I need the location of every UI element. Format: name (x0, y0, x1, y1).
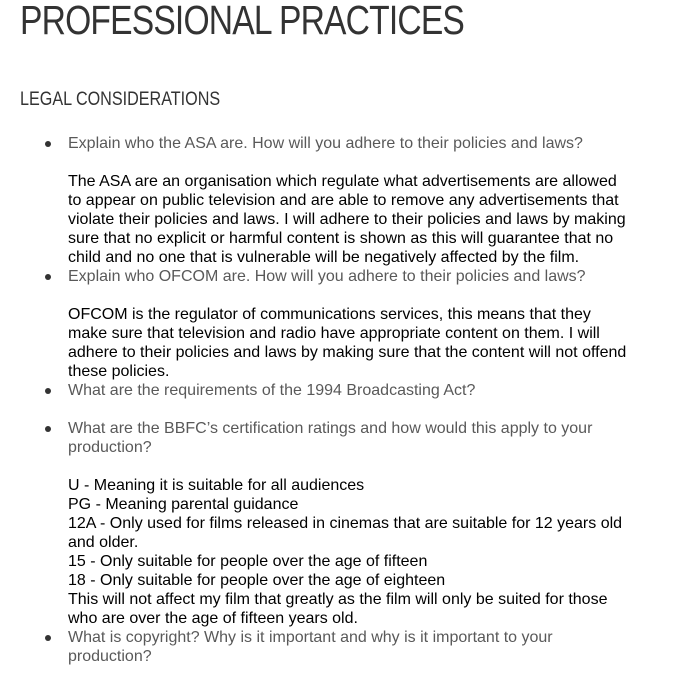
question-text: What are the requirements of the 1994 Broadcasting Act? (68, 382, 476, 399)
rating-line: U - Meaning it is suitable for all audiences (68, 477, 365, 494)
rating-line: 18 - Only suitable for people over the age of eighteen (68, 572, 446, 589)
question-text: What are the BBFC’s certification ratings and how would this apply to your production? (68, 420, 593, 456)
answer-text: OFCOM is the regulator of communications services, this means that they make sure that television and radio have appropriate content on them. I will adhere to their policies and laws by making sure that the content will not offend these policies. (68, 306, 627, 380)
ratings-list (68, 476, 631, 590)
list-item (0, 419, 681, 628)
list-item (0, 134, 681, 267)
list-item (0, 381, 681, 419)
bullet-icon (45, 388, 51, 394)
bullet-icon (45, 426, 51, 432)
rating-line: 12A - Only used for films released in cinemas that are suitable for 12 years old and older. (68, 515, 623, 551)
section-heading: LEGAL CONSIDERATIONS (20, 89, 221, 110)
question-text: What is copyright? Why is it important and why is it important to your production? (68, 629, 553, 665)
bullet-icon (45, 635, 51, 641)
list-item (0, 267, 681, 381)
list-item (0, 628, 681, 666)
answer-text: This will not affect my film that greatly as the film will only be suited for those who are over the age of fifteen years old. (68, 591, 608, 627)
rating-line: PG - Meaning parental guidance (68, 496, 299, 513)
question-text: Explain who OFCOM are. How will you adhere to their policies and laws? (68, 268, 586, 285)
rating-line: 15 - Only suitable for people over the age of fifteen (68, 553, 428, 570)
bullet-icon (45, 274, 51, 280)
answer-text: The ASA are an organisation which regulate what advertisements are allowed to appear on public television and are able to remove any advertisements that violate their policies and laws. I will adhere to their policies and laws by making sure that no explicit or harmful content is shown as this will guarantee that no child and no one that is vulnerable will be negatively affected by the film. (68, 173, 626, 266)
bullet-icon (45, 141, 51, 147)
page-title: PROFESSIONAL PRACTICES (20, 0, 465, 43)
qa-list (0, 134, 681, 666)
question-text: Explain who the ASA are. How will you adhere to their policies and laws? (68, 135, 583, 152)
